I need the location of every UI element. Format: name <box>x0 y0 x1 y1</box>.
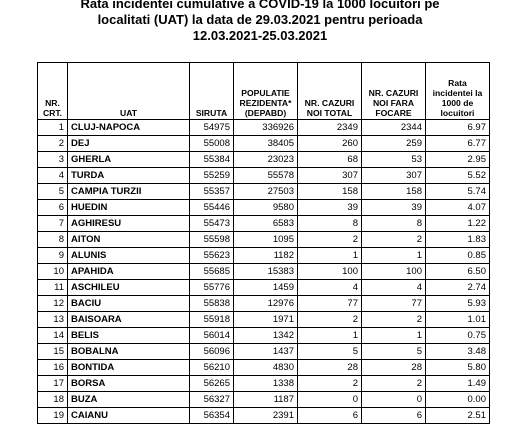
cell-nr: 15 <box>38 344 68 360</box>
header-siruta: SIRUTA <box>190 63 234 120</box>
cell-cazuri-total: 28 <box>298 360 362 376</box>
cell-cazuri-total: 2 <box>298 376 362 392</box>
cell-uat: DEJ <box>68 136 190 152</box>
table-row <box>38 408 490 424</box>
table-row <box>38 264 490 280</box>
cell-siruta: 55259 <box>190 168 234 184</box>
cell-nr: 10 <box>38 264 68 280</box>
cell-siruta: 54975 <box>190 120 234 136</box>
title-line-3: 12.03.2021-25.03.2021 <box>192 28 328 43</box>
cell-cazuri-fara-focare: 259 <box>362 136 426 152</box>
cell-siruta: 56014 <box>190 328 234 344</box>
cell-siruta: 55384 <box>190 152 234 168</box>
cell-cazuri-total: 0 <box>298 392 362 408</box>
cell-rata: 5.80 <box>426 360 490 376</box>
header-populatie: POPULATIE REZIDENTA* (DEPABD) <box>234 63 298 120</box>
cell-nr: 18 <box>38 392 68 408</box>
cell-cazuri-total: 1 <box>298 328 362 344</box>
cell-nr: 14 <box>38 328 68 344</box>
cell-siruta: 55685 <box>190 264 234 280</box>
table-row <box>38 184 490 200</box>
table-row <box>38 248 490 264</box>
cell-rata: 5.52 <box>426 168 490 184</box>
cell-siruta: 55776 <box>190 280 234 296</box>
cell-populatie: 336926 <box>234 120 298 136</box>
cell-nr: 5 <box>38 184 68 200</box>
header-cazuri-fara-focare: NR. CAZURI NOI FARA FOCARE <box>362 63 426 120</box>
cell-uat: ALUNIS <box>68 248 190 264</box>
cell-nr: 6 <box>38 200 68 216</box>
cell-populatie: 12976 <box>234 296 298 312</box>
cell-nr: 17 <box>38 376 68 392</box>
cell-nr: 8 <box>38 232 68 248</box>
table-row <box>38 392 490 408</box>
cell-uat: AITON <box>68 232 190 248</box>
cell-populatie: 1095 <box>234 232 298 248</box>
cell-uat: BUZA <box>68 392 190 408</box>
cell-rata: 0.00 <box>426 392 490 408</box>
cell-populatie: 1342 <box>234 328 298 344</box>
cell-uat: BONTIDA <box>68 360 190 376</box>
cell-siruta: 55357 <box>190 184 234 200</box>
cell-rata: 1.83 <box>426 232 490 248</box>
cell-populatie: 1338 <box>234 376 298 392</box>
cell-populatie: 2391 <box>234 408 298 424</box>
cell-siruta: 55598 <box>190 232 234 248</box>
cell-nr: 7 <box>38 216 68 232</box>
cell-cazuri-total: 39 <box>298 200 362 216</box>
cell-nr: 11 <box>38 280 68 296</box>
cell-cazuri-fara-focare: 2 <box>362 376 426 392</box>
cell-cazuri-total: 2 <box>298 232 362 248</box>
cell-populatie: 1437 <box>234 344 298 360</box>
cell-cazuri-total: 8 <box>298 216 362 232</box>
cell-siruta: 56327 <box>190 392 234 408</box>
cell-siruta: 56096 <box>190 344 234 360</box>
cell-nr: 3 <box>38 152 68 168</box>
cell-cazuri-fara-focare: 2 <box>362 232 426 248</box>
cell-cazuri-total: 77 <box>298 296 362 312</box>
cell-siruta: 55918 <box>190 312 234 328</box>
cell-cazuri-fara-focare: 6 <box>362 408 426 424</box>
header-rata: Rata incidentei la 1000 de locuitori <box>426 63 490 120</box>
cell-siruta: 55623 <box>190 248 234 264</box>
cell-populatie: 27503 <box>234 184 298 200</box>
table-row <box>38 152 490 168</box>
cell-cazuri-total: 100 <box>298 264 362 280</box>
table-row <box>38 376 490 392</box>
cell-cazuri-fara-focare: 53 <box>362 152 426 168</box>
cell-cazuri-fara-focare: 4 <box>362 280 426 296</box>
cell-rata: 3.48 <box>426 344 490 360</box>
cell-nr: 1 <box>38 120 68 136</box>
cell-uat: GHERLA <box>68 152 190 168</box>
cell-rata: 4.07 <box>426 200 490 216</box>
cell-cazuri-fara-focare: 0 <box>362 392 426 408</box>
cell-siruta: 55838 <box>190 296 234 312</box>
table-body <box>38 120 490 424</box>
cell-cazuri-fara-focare: 5 <box>362 344 426 360</box>
cell-cazuri-total: 260 <box>298 136 362 152</box>
cell-rata: 2.74 <box>426 280 490 296</box>
cell-cazuri-total: 4 <box>298 280 362 296</box>
cell-rata: 5.74 <box>426 184 490 200</box>
table-row <box>38 136 490 152</box>
cell-nr: 13 <box>38 312 68 328</box>
cell-populatie: 1971 <box>234 312 298 328</box>
cell-cazuri-fara-focare: 100 <box>362 264 426 280</box>
cell-uat: BELIS <box>68 328 190 344</box>
cell-rata: 6.50 <box>426 264 490 280</box>
cell-cazuri-total: 2 <box>298 312 362 328</box>
cell-populatie: 6583 <box>234 216 298 232</box>
header-uat: UAT <box>68 63 190 120</box>
cell-uat: AGHIRESU <box>68 216 190 232</box>
cell-uat: CAIANU <box>68 408 190 424</box>
title-line-1: Rata incidentei cumulative a COVID-19 la 1000 locuitori pe <box>80 0 440 11</box>
table-row <box>38 296 490 312</box>
cell-uat: TURDA <box>68 168 190 184</box>
cell-uat: BORSA <box>68 376 190 392</box>
cell-populatie: 1459 <box>234 280 298 296</box>
cell-rata: 6.97 <box>426 120 490 136</box>
cell-populatie: 38405 <box>234 136 298 152</box>
cell-populatie: 23023 <box>234 152 298 168</box>
incidence-table <box>37 62 490 424</box>
cell-siruta: 55008 <box>190 136 234 152</box>
cell-cazuri-fara-focare: 28 <box>362 360 426 376</box>
cell-populatie: 55578 <box>234 168 298 184</box>
table-row <box>38 328 490 344</box>
cell-siruta: 56265 <box>190 376 234 392</box>
cell-rata: 1.01 <box>426 312 490 328</box>
cell-nr: 2 <box>38 136 68 152</box>
cell-populatie: 1187 <box>234 392 298 408</box>
table-row <box>38 344 490 360</box>
document-title <box>0 0 520 44</box>
header-cazuri-total: NR. CAZURI NOI TOTAL <box>298 63 362 120</box>
cell-cazuri-fara-focare: 77 <box>362 296 426 312</box>
cell-cazuri-fara-focare: 1 <box>362 328 426 344</box>
cell-rata: 1.49 <box>426 376 490 392</box>
cell-rata: 6.77 <box>426 136 490 152</box>
cell-rata: 0.85 <box>426 248 490 264</box>
cell-nr: 4 <box>38 168 68 184</box>
cell-cazuri-total: 5 <box>298 344 362 360</box>
cell-siruta: 56210 <box>190 360 234 376</box>
cell-uat: BOBALNA <box>68 344 190 360</box>
cell-siruta: 55446 <box>190 200 234 216</box>
cell-cazuri-fara-focare: 39 <box>362 200 426 216</box>
cell-uat: HUEDIN <box>68 200 190 216</box>
cell-cazuri-total: 158 <box>298 184 362 200</box>
cell-rata: 0.75 <box>426 328 490 344</box>
cell-cazuri-fara-focare: 1 <box>362 248 426 264</box>
cell-rata: 2.51 <box>426 408 490 424</box>
cell-cazuri-fara-focare: 2344 <box>362 120 426 136</box>
cell-uat: BAISOARA <box>68 312 190 328</box>
cell-uat: ASCHILEU <box>68 280 190 296</box>
cell-cazuri-total: 2349 <box>298 120 362 136</box>
cell-uat: APAHIDA <box>68 264 190 280</box>
table-row <box>38 168 490 184</box>
cell-cazuri-fara-focare: 2 <box>362 312 426 328</box>
cell-uat: BACIU <box>68 296 190 312</box>
cell-nr: 12 <box>38 296 68 312</box>
cell-siruta: 55473 <box>190 216 234 232</box>
table-row <box>38 312 490 328</box>
cell-siruta: 56354 <box>190 408 234 424</box>
cell-nr: 9 <box>38 248 68 264</box>
cell-cazuri-total: 307 <box>298 168 362 184</box>
cell-nr: 16 <box>38 360 68 376</box>
table-row <box>38 360 490 376</box>
table-row <box>38 232 490 248</box>
cell-cazuri-total: 6 <box>298 408 362 424</box>
cell-rata: 1.22 <box>426 216 490 232</box>
cell-rata: 5.93 <box>426 296 490 312</box>
cell-cazuri-fara-focare: 8 <box>362 216 426 232</box>
cell-populatie: 15383 <box>234 264 298 280</box>
cell-rata: 2.95 <box>426 152 490 168</box>
cell-nr: 19 <box>38 408 68 424</box>
title-line-2: localitati (UAT) la data de 29.03.2021 pentru perioada <box>97 12 423 27</box>
cell-populatie: 9580 <box>234 200 298 216</box>
cell-cazuri-fara-focare: 158 <box>362 184 426 200</box>
cell-uat: CAMPIA TURZII <box>68 184 190 200</box>
cell-uat: CLUJ-NAPOCA <box>68 120 190 136</box>
cell-populatie: 1182 <box>234 248 298 264</box>
table-header-row <box>38 63 490 120</box>
header-nr: NR. CRT. <box>38 63 68 120</box>
cell-cazuri-fara-focare: 307 <box>362 168 426 184</box>
table-row <box>38 280 490 296</box>
table-row <box>38 216 490 232</box>
cell-populatie: 4830 <box>234 360 298 376</box>
cell-cazuri-total: 1 <box>298 248 362 264</box>
cell-cazuri-total: 68 <box>298 152 362 168</box>
table-row <box>38 200 490 216</box>
table-row <box>38 120 490 136</box>
